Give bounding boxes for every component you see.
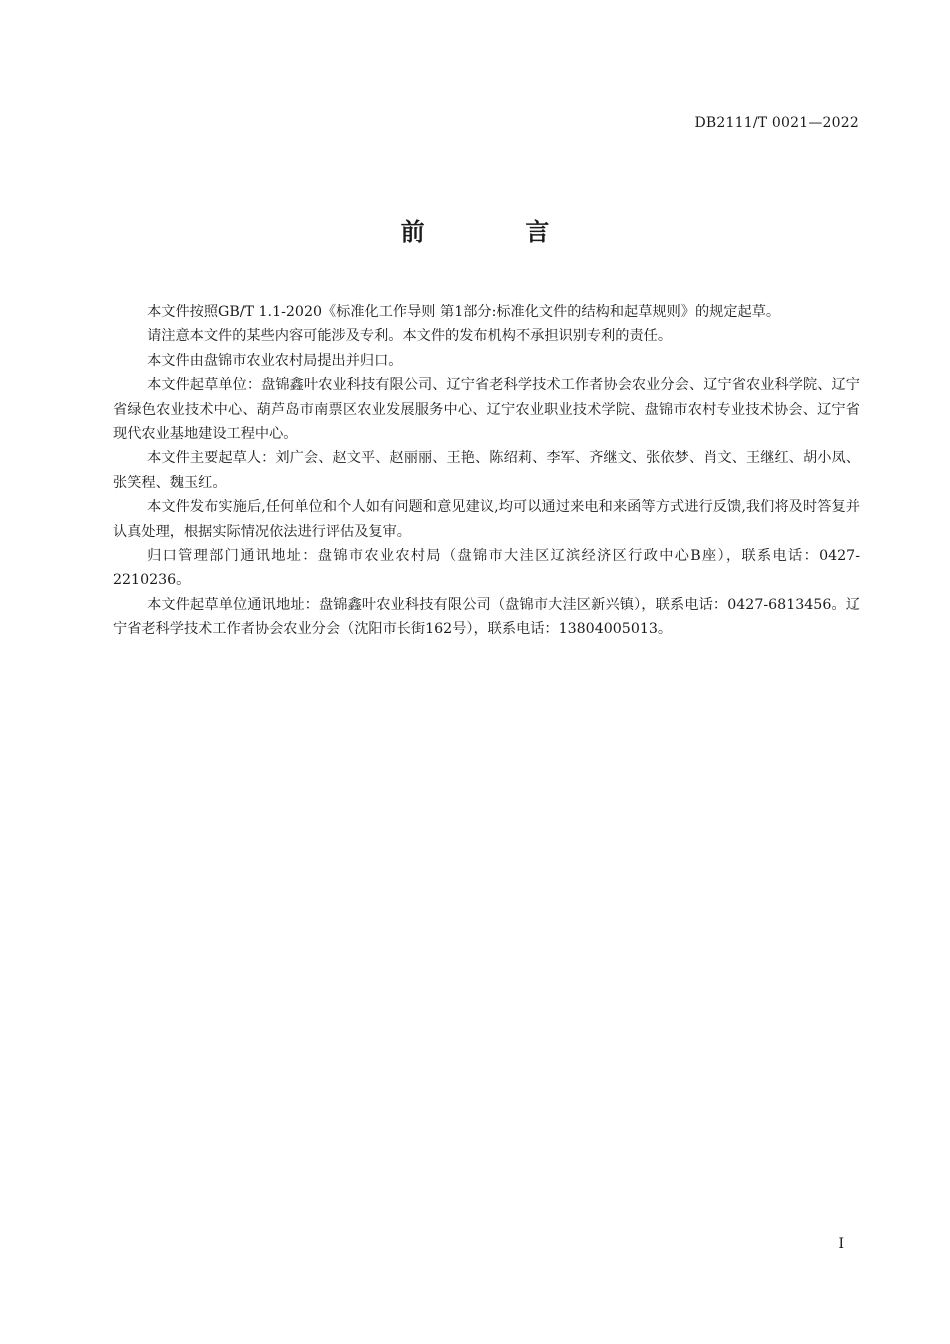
paragraph-proposer: 本文件由盘锦市农业农村局提出并归口。 — [147, 352, 403, 369]
paragraph-patent-notice: 请注意本文件的某些内容可能涉及专利。本文件的发布机构不承担识别专利的责任。 — [147, 328, 673, 345]
paragraph-feedback: 本文件发布实施后,任何单位和个人如有问题和意见建议,均可以通过来电和来函等方式进行反馈,我们将及时答复并认真处理，根据实际情况依法进行评估及复审。 — [113, 499, 860, 540]
paragraph-drafting-units: 本文件起草单位：盘锦鑫叶农业科技有限公司、辽宁省老科学技术工作者协会农业分会、辽宁省农业科学院、辽宁省绿色农业技术中心、葫芦岛市南票区农业发展服务中心、辽宁农业职业技术学院、盘锦市农村专业技术协会、辽宁省现代农业基地建设工程中心。 — [113, 377, 860, 443]
paragraph-authority-address: 归口管理部门通讯地址：盘锦市农业农村局（盘锦市大洼区辽滨经济区行政中心B座），联系电话：0427-2210236。 — [113, 548, 860, 589]
paragraph-drafter-address: 本文件起草单位通讯地址：盘锦鑫叶农业科技有限公司（盘锦市大洼区新兴镇），联系电话：0427-6813456。辽宁省老科学技术工作者协会农业分会（沈阳市长街162号），联系电话：13804005013。 — [113, 596, 860, 638]
standard-code: DB2111/T 0021—2022 — [694, 115, 859, 131]
page-number: I — [838, 1236, 844, 1252]
page-title: 前 言 — [400, 218, 588, 246]
paragraph-drafting-rules: 本文件按照GB/T 1.1-2020《标准化工作导则 第1部分:标准化文件的结构和起草规则》的规定起草。 — [147, 304, 781, 320]
paragraph-drafters: 本文件主要起草人：刘广会、赵文平、赵丽丽、王艳、陈绍莉、李军、齐继文、张依梦、肖文、王继红、胡小凤、张笑程、魏玉红。 — [113, 450, 860, 491]
foreword-body — [113, 300, 860, 642]
